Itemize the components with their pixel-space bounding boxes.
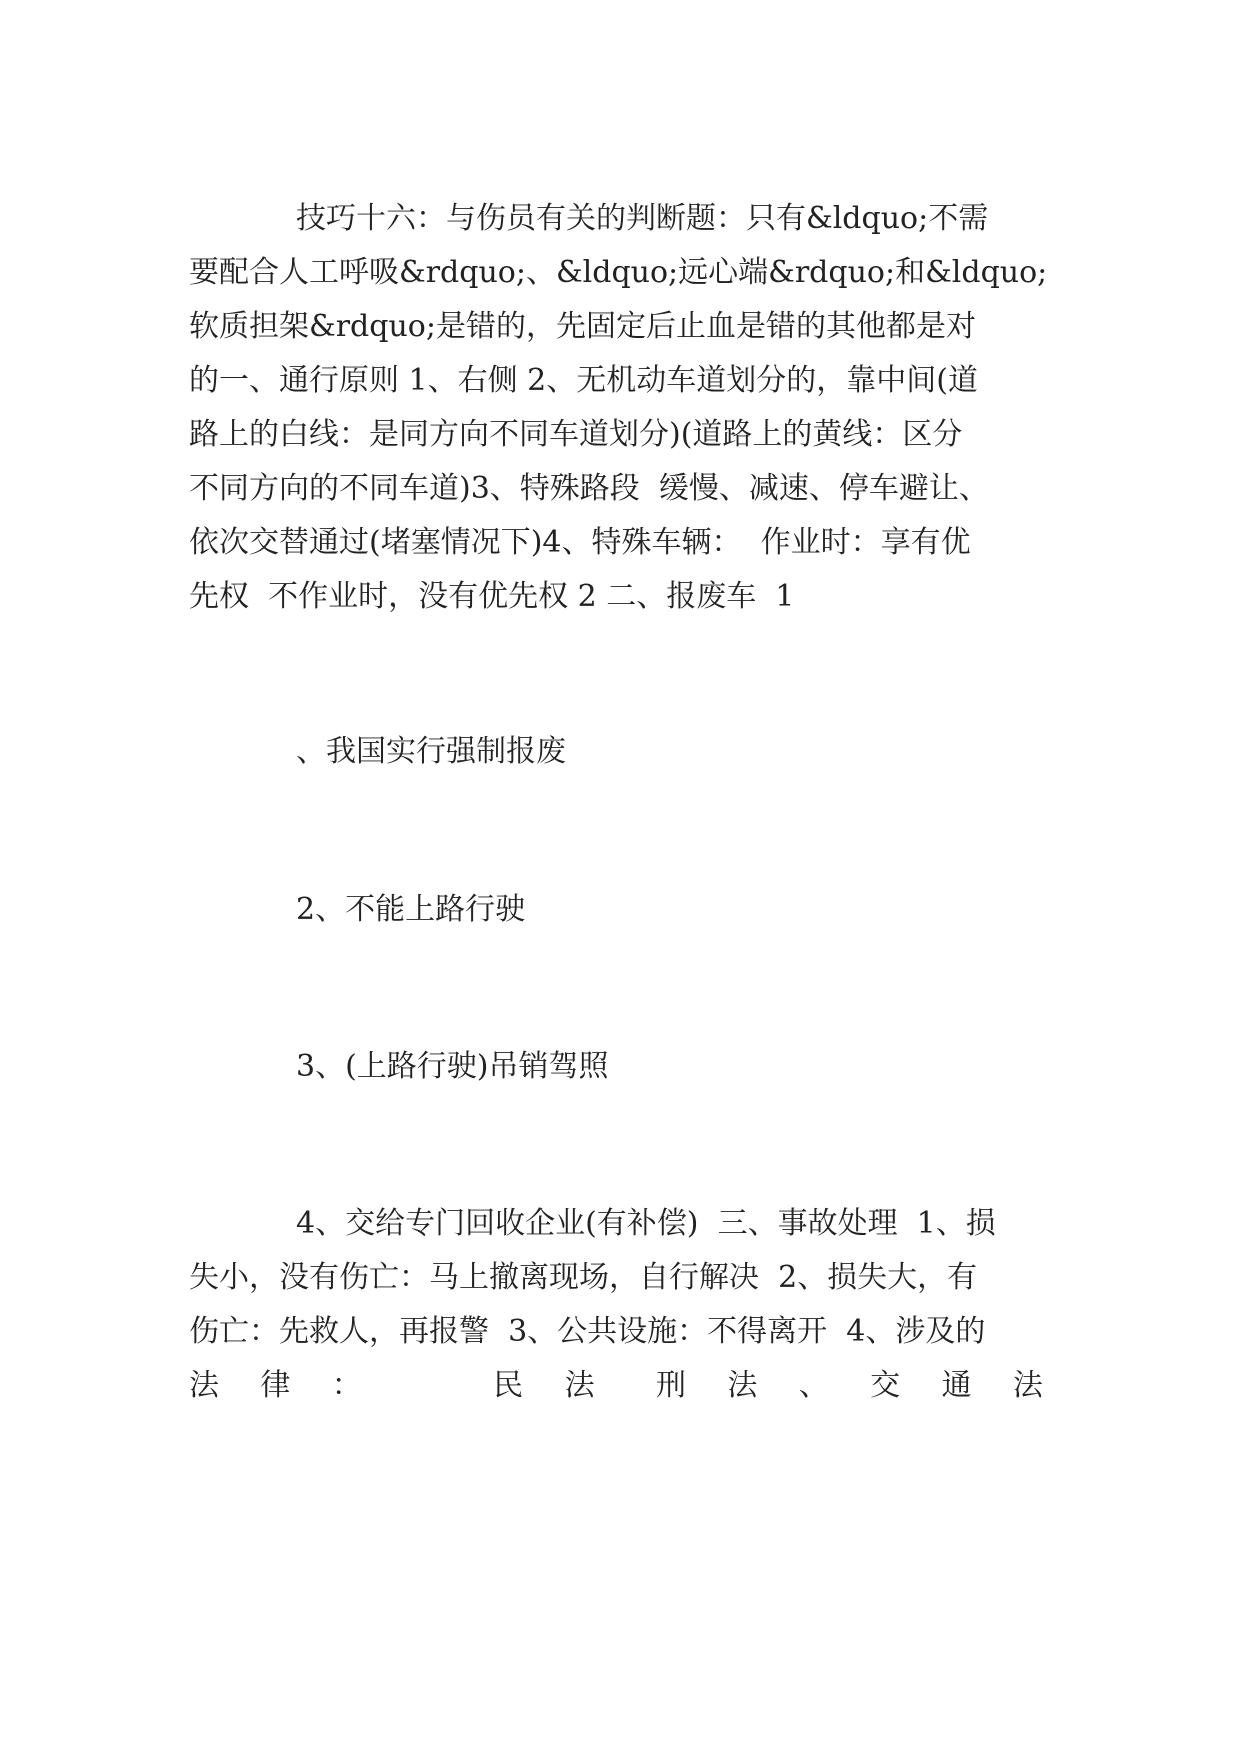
paragraph-1-line-7: 依次交替通过(堵塞情况下)4、特殊车辆： 作业时：享有优	[189, 525, 971, 560]
paragraph-1-line-2: 要配合人工呼吸&rdquo;、&ldquo;远心端&rdquo;和&ldquo;	[189, 255, 1048, 290]
spread-char: 法	[564, 1368, 595, 1403]
paragraph-1-line-4: 的一、通行原则 1、右侧 2、无机动车道划分的，靠中间(道	[189, 363, 978, 398]
paragraph-5-line-2: 失小，没有伤亡：马上撤离现场，自行解决 2、损失大，有	[189, 1260, 978, 1295]
paragraph-4-line-1: 3、(上路行驶)吊销驾照	[296, 1049, 609, 1084]
paragraph-3-line-1: 2、不能上路行驶	[296, 892, 526, 927]
paragraph-1-line-5: 路上的白线：是同方向不同车道划分)(道路上的黄线：区分	[189, 417, 963, 452]
spread-char: 律	[260, 1368, 291, 1403]
paragraph-5-line-3: 伤亡：先救人，再报警 3、公共设施：不得离开 4、涉及的	[189, 1314, 986, 1349]
spread-char: 法	[1012, 1368, 1043, 1403]
spread-char: 法	[189, 1368, 219, 1403]
spread-char: 、	[798, 1368, 829, 1403]
paragraph-5-line-1: 4、交给专门回收企业(有补偿) 三、事故处理 1、损	[296, 1206, 996, 1241]
spread-char: ：	[331, 1368, 362, 1403]
paragraph-1-line-3: 软质担架&rdquo;是错的，先固定后止血是错的其他都是对	[189, 309, 976, 344]
spread-char: 交	[870, 1368, 901, 1403]
paragraph-5-line-4	[189, 1368, 1043, 1403]
paragraph-1-line-6: 不同方向的不同车道)3、特殊路段 缓慢、减速、停车避让、	[189, 471, 989, 506]
paragraph-1-line-8: 先权 不作业时，没有优先权 2 二、报废车 1	[189, 579, 795, 614]
spread-char: 通	[941, 1368, 972, 1403]
paragraph-1-line-1: 技巧十六：与伤员有关的判断题：只有&ldquo;不需	[296, 201, 989, 236]
spread-char: 法	[727, 1368, 758, 1403]
spread-char: 刑	[655, 1368, 686, 1403]
spread-char: 民	[493, 1368, 524, 1403]
paragraph-2-line-1: 、我国实行强制报废	[296, 734, 566, 769]
